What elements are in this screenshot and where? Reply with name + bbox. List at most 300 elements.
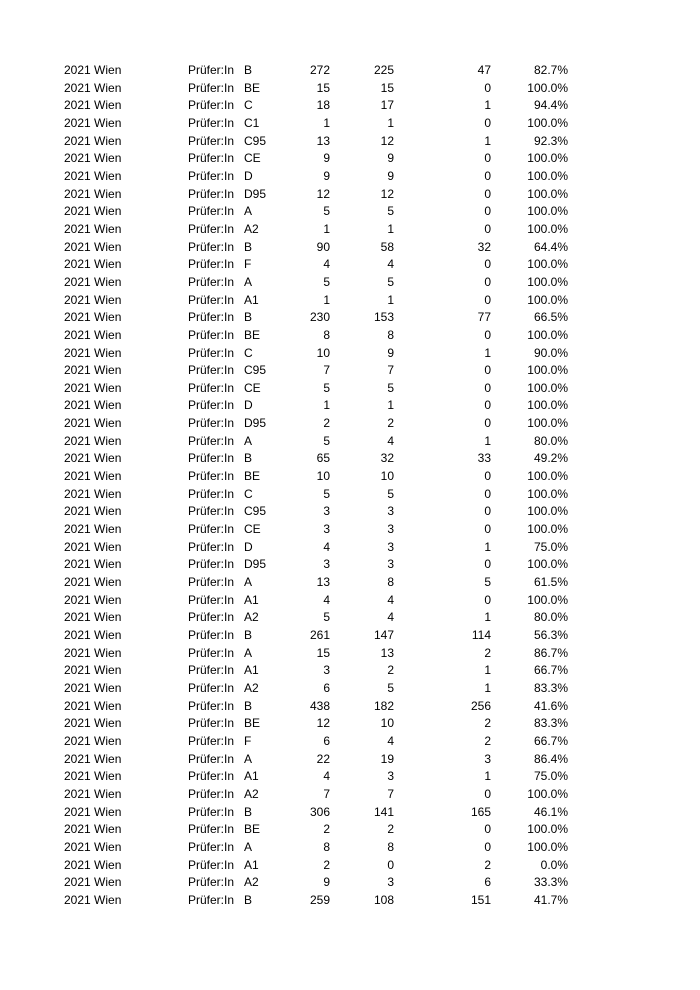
failed-count-cell: 47 [477, 63, 491, 77]
year-cell: 2021 Wien [64, 875, 122, 890]
examiner-cell: Prüfer:In [188, 168, 235, 183]
year-cell: 2021 Wien [64, 645, 122, 660]
total-count-cell: 9 [323, 875, 330, 890]
passed-count-cell: 7 [387, 786, 394, 801]
failed-count-cell: 0 [484, 469, 491, 484]
year-cell: 2021 Wien [64, 292, 122, 307]
total-count-cell: 272 [309, 63, 330, 77]
failed-count-cell: 2 [484, 733, 491, 748]
total-count-cell: 18 [316, 98, 330, 113]
year-cell: 2021 Wien [64, 239, 122, 254]
table-row [0, 239, 700, 257]
total-count-cell: 306 [309, 804, 330, 819]
failed-count-cell: 0 [484, 839, 491, 854]
license-class-cell: C [244, 98, 253, 113]
examiner-cell: Prüfer:In [188, 433, 235, 448]
year-cell: 2021 Wien [64, 822, 122, 837]
failed-count-cell: 0 [484, 592, 491, 607]
year-cell: 2021 Wien [64, 680, 122, 695]
pass-rate-cell: 100.0% [527, 398, 568, 413]
license-class-cell: BE [244, 469, 261, 484]
total-count-cell: 7 [323, 363, 330, 378]
pass-rate-cell: 0.0% [540, 857, 568, 872]
license-class-cell: C95 [244, 363, 267, 378]
pass-rate-cell: 100.0% [527, 257, 568, 272]
pass-rate-cell: 100.0% [527, 363, 568, 378]
license-class-cell: D [244, 539, 253, 554]
failed-count-cell: 2 [484, 645, 491, 660]
pass-rate-cell: 92.3% [533, 133, 568, 148]
table-row [0, 415, 700, 433]
table-row [0, 857, 700, 875]
year-cell: 2021 Wien [64, 327, 122, 342]
total-count-cell: 4 [323, 257, 330, 272]
pass-rate-cell: 80.0% [533, 433, 568, 448]
license-class-cell: A [244, 751, 253, 766]
passed-count-cell: 182 [373, 698, 394, 713]
total-count-cell: 438 [309, 698, 330, 713]
examiner-cell: Prüfer:In [188, 786, 235, 801]
examiner-cell: Prüfer:In [188, 63, 235, 77]
examiner-cell: Prüfer:In [188, 469, 235, 484]
license-class-cell: B [244, 451, 253, 466]
license-class-cell: A1 [244, 663, 259, 678]
passed-count-cell: 225 [373, 63, 394, 77]
total-count-cell: 13 [316, 133, 330, 148]
passed-count-cell: 15 [380, 80, 394, 95]
failed-count-cell: 0 [484, 292, 491, 307]
year-cell: 2021 Wien [64, 345, 122, 360]
examiner-cell: Prüfer:In [188, 663, 235, 678]
pass-rate-cell: 33.3% [533, 875, 568, 890]
table-row [0, 345, 700, 363]
failed-count-cell: 0 [484, 80, 491, 95]
failed-count-cell: 3 [484, 751, 491, 766]
examiner-cell: Prüfer:In [188, 575, 235, 590]
pass-rate-cell: 100.0% [527, 522, 568, 537]
failed-count-cell: 151 [470, 892, 491, 907]
examiner-cell: Prüfer:In [188, 892, 235, 907]
license-class-cell: BE [244, 822, 261, 837]
total-count-cell: 5 [323, 380, 330, 395]
examiner-cell: Prüfer:In [188, 133, 235, 148]
examiner-cell: Prüfer:In [188, 698, 235, 713]
year-cell: 2021 Wien [64, 433, 122, 448]
table-row [0, 256, 700, 274]
examiner-cell: Prüfer:In [188, 628, 235, 642]
passed-count-cell: 4 [387, 257, 394, 272]
year-cell: 2021 Wien [64, 398, 122, 413]
year-cell: 2021 Wien [64, 168, 122, 183]
failed-count-cell: 0 [484, 186, 491, 201]
total-count-cell: 4 [323, 592, 330, 607]
table-row [0, 627, 700, 645]
license-class-cell: CE [244, 151, 261, 166]
passed-count-cell: 10 [380, 716, 394, 731]
pass-rate-cell: 100.0% [527, 168, 568, 183]
year-cell: 2021 Wien [64, 857, 122, 872]
examiner-cell: Prüfer:In [188, 363, 235, 378]
year-cell: 2021 Wien [64, 151, 122, 166]
year-cell: 2021 Wien [64, 610, 122, 625]
total-count-cell: 3 [323, 504, 330, 519]
failed-count-cell: 0 [484, 204, 491, 219]
year-cell: 2021 Wien [64, 786, 122, 801]
pass-rate-cell: 49.2% [533, 451, 568, 466]
examiner-cell: Prüfer:In [188, 645, 235, 660]
year-cell: 2021 Wien [64, 63, 122, 77]
passed-count-cell: 9 [387, 345, 394, 360]
total-count-cell: 2 [323, 857, 330, 872]
year-cell: 2021 Wien [64, 451, 122, 466]
passed-count-cell: 32 [380, 451, 394, 466]
passed-count-cell: 1 [387, 115, 394, 130]
total-count-cell: 12 [316, 186, 330, 201]
table-row [0, 556, 700, 574]
total-count-cell: 65 [316, 451, 330, 466]
table-row [0, 433, 700, 451]
license-class-cell: B [244, 63, 253, 77]
table-row [0, 751, 700, 769]
license-class-cell: D95 [244, 186, 267, 201]
year-cell: 2021 Wien [64, 133, 122, 148]
total-count-cell: 2 [323, 416, 330, 431]
total-count-cell: 22 [316, 751, 330, 766]
table-row [0, 733, 700, 751]
year-cell: 2021 Wien [64, 839, 122, 854]
pass-rate-cell: 100.0% [527, 204, 568, 219]
license-class-cell: B [244, 628, 253, 642]
failed-count-cell: 1 [484, 433, 491, 448]
passed-count-cell: 141 [373, 804, 394, 819]
passed-count-cell: 5 [387, 486, 394, 501]
passed-count-cell: 8 [387, 575, 394, 590]
table-row [0, 715, 700, 733]
examiner-cell: Prüfer:In [188, 274, 235, 289]
license-class-cell: C95 [244, 504, 267, 519]
passed-count-cell: 1 [387, 398, 394, 413]
year-cell: 2021 Wien [64, 257, 122, 272]
total-count-cell: 8 [323, 327, 330, 342]
passed-count-cell: 9 [387, 151, 394, 166]
license-class-cell: BE [244, 327, 261, 342]
year-cell: 2021 Wien [64, 115, 122, 130]
license-class-cell: B [244, 239, 253, 254]
failed-count-cell: 0 [484, 257, 491, 272]
examiner-cell: Prüfer:In [188, 610, 235, 625]
failed-count-cell: 165 [470, 804, 491, 819]
year-cell: 2021 Wien [64, 98, 122, 113]
year-cell: 2021 Wien [64, 716, 122, 731]
table-row [0, 609, 700, 627]
failed-count-cell: 0 [484, 557, 491, 572]
table-row [0, 133, 700, 151]
pass-rate-cell: 100.0% [527, 592, 568, 607]
year-cell: 2021 Wien [64, 186, 122, 201]
failed-count-cell: 6 [484, 875, 491, 890]
total-count-cell: 9 [323, 151, 330, 166]
failed-count-cell: 1 [484, 663, 491, 678]
year-cell: 2021 Wien [64, 221, 122, 236]
table-row [0, 115, 700, 133]
table-row [0, 768, 700, 786]
passed-count-cell: 4 [387, 592, 394, 607]
passed-count-cell: 3 [387, 557, 394, 572]
passed-count-cell: 13 [380, 645, 394, 660]
examiner-cell: Prüfer:In [188, 733, 235, 748]
pass-rate-cell: 61.5% [533, 575, 568, 590]
failed-count-cell: 0 [484, 822, 491, 837]
failed-count-cell: 1 [484, 133, 491, 148]
examiner-cell: Prüfer:In [188, 380, 235, 395]
license-class-cell: C95 [244, 133, 267, 148]
passed-count-cell: 4 [387, 733, 394, 748]
pass-rate-cell: 64.4% [533, 239, 568, 254]
failed-count-cell: 0 [484, 416, 491, 431]
examiner-cell: Prüfer:In [188, 539, 235, 554]
pass-rate-cell: 75.0% [533, 539, 568, 554]
pass-rate-cell: 90.0% [533, 345, 568, 360]
pass-rate-cell: 41.7% [533, 892, 568, 907]
passed-count-cell: 1 [387, 221, 394, 236]
table-row [0, 292, 700, 310]
year-cell: 2021 Wien [64, 80, 122, 95]
total-count-cell: 5 [323, 274, 330, 289]
table-row [0, 186, 700, 204]
table-row [0, 592, 700, 610]
table-row [0, 62, 700, 80]
failed-count-cell: 33 [477, 451, 491, 466]
license-class-cell: B [244, 698, 253, 713]
total-count-cell: 13 [316, 575, 330, 590]
license-class-cell: A1 [244, 292, 259, 307]
pass-rate-cell: 100.0% [527, 380, 568, 395]
failed-count-cell: 0 [484, 486, 491, 501]
failed-count-cell: 0 [484, 115, 491, 130]
pass-rate-cell: 80.0% [533, 610, 568, 625]
license-class-cell: A2 [244, 610, 259, 625]
pass-rate-cell: 82.7% [533, 63, 568, 77]
passed-count-cell: 12 [380, 133, 394, 148]
table-row [0, 168, 700, 186]
examiner-cell: Prüfer:In [188, 115, 235, 130]
pass-rate-cell: 100.0% [527, 221, 568, 236]
passed-count-cell: 17 [380, 98, 394, 113]
table-row [0, 274, 700, 292]
license-class-cell: A2 [244, 875, 259, 890]
failed-count-cell: 0 [484, 522, 491, 537]
license-class-cell: C [244, 486, 253, 501]
table-row [0, 574, 700, 592]
passed-count-cell: 3 [387, 522, 394, 537]
license-class-cell: D95 [244, 416, 267, 431]
license-class-cell: A [244, 204, 253, 219]
passed-count-cell: 10 [380, 469, 394, 484]
table-row [0, 362, 700, 380]
pass-rate-cell: 56.3% [533, 628, 568, 642]
examiner-cell: Prüfer:In [188, 857, 235, 872]
passed-count-cell: 147 [373, 628, 394, 642]
failed-count-cell: 114 [471, 628, 491, 642]
license-class-cell: D [244, 168, 253, 183]
examiner-cell: Prüfer:In [188, 80, 235, 95]
table-row [0, 221, 700, 239]
passed-count-cell: 8 [387, 327, 394, 342]
table-row [0, 80, 700, 98]
table-row [0, 645, 700, 663]
total-count-cell: 15 [316, 645, 330, 660]
examiner-cell: Prüfer:In [188, 875, 235, 890]
year-cell: 2021 Wien [64, 892, 122, 907]
passed-count-cell: 1 [387, 292, 394, 307]
failed-count-cell: 5 [484, 575, 491, 590]
failed-count-cell: 1 [484, 539, 491, 554]
passed-count-cell: 5 [387, 204, 394, 219]
license-class-cell: BE [244, 716, 261, 731]
pass-rate-cell: 100.0% [527, 292, 568, 307]
examiner-cell: Prüfer:In [188, 98, 235, 113]
license-class-cell: A [244, 645, 253, 660]
pass-rate-cell: 41.6% [533, 698, 568, 713]
year-cell: 2021 Wien [64, 274, 122, 289]
examiner-cell: Prüfer:In [188, 557, 235, 572]
license-class-cell: A1 [244, 592, 259, 607]
passed-count-cell: 2 [387, 663, 394, 678]
total-count-cell: 6 [323, 733, 330, 748]
license-class-cell: CE [244, 380, 261, 395]
passed-count-cell: 3 [387, 539, 394, 554]
passed-count-cell: 8 [387, 839, 394, 854]
failed-count-cell: 0 [484, 786, 491, 801]
total-count-cell: 4 [323, 539, 330, 554]
examiner-cell: Prüfer:In [188, 680, 235, 695]
pass-rate-cell: 100.0% [527, 274, 568, 289]
table-row [0, 203, 700, 221]
passed-count-cell: 3 [387, 875, 394, 890]
passed-count-cell: 108 [373, 892, 394, 907]
table-row [0, 698, 700, 716]
total-count-cell: 10 [316, 469, 330, 484]
total-count-cell: 3 [323, 522, 330, 537]
year-cell: 2021 Wien [64, 663, 122, 678]
passed-count-cell: 153 [373, 310, 394, 325]
table-row [0, 874, 700, 892]
year-cell: 2021 Wien [64, 539, 122, 554]
pass-rate-cell: 100.0% [527, 839, 568, 854]
passed-count-cell: 4 [387, 610, 394, 625]
year-cell: 2021 Wien [64, 416, 122, 431]
pass-rate-cell: 100.0% [527, 469, 568, 484]
year-cell: 2021 Wien [64, 698, 122, 713]
license-class-cell: A2 [244, 680, 259, 695]
table-row [0, 486, 700, 504]
examiner-cell: Prüfer:In [188, 292, 235, 307]
total-count-cell: 1 [323, 221, 330, 236]
failed-count-cell: 2 [484, 857, 491, 872]
pass-rate-cell: 83.3% [533, 680, 568, 695]
total-count-cell: 10 [316, 345, 330, 360]
total-count-cell: 1 [323, 115, 330, 130]
total-count-cell: 261 [309, 628, 330, 642]
examiner-cell: Prüfer:In [188, 398, 235, 413]
failed-count-cell: 0 [484, 274, 491, 289]
failed-count-cell: 0 [484, 151, 491, 166]
table-row [0, 821, 700, 839]
passed-count-cell: 0 [387, 857, 394, 872]
pass-rate-cell: 100.0% [527, 151, 568, 166]
table-row [0, 680, 700, 698]
license-class-cell: A2 [244, 786, 259, 801]
passed-count-cell: 7 [387, 363, 394, 378]
total-count-cell: 230 [309, 310, 330, 325]
pass-rate-cell: 46.1% [533, 804, 568, 819]
table-row [0, 450, 700, 468]
examiner-cell: Prüfer:In [188, 751, 235, 766]
license-class-cell: F [244, 257, 252, 272]
examiner-cell: Prüfer:In [188, 416, 235, 431]
total-count-cell: 4 [323, 769, 330, 784]
failed-count-cell: 32 [477, 239, 491, 254]
year-cell: 2021 Wien [64, 486, 122, 501]
passed-count-cell: 12 [380, 186, 394, 201]
year-cell: 2021 Wien [64, 522, 122, 537]
passed-count-cell: 3 [387, 769, 394, 784]
year-cell: 2021 Wien [64, 628, 122, 642]
examiner-cell: Prüfer:In [188, 504, 235, 519]
failed-count-cell: 0 [484, 168, 491, 183]
license-class-cell: D95 [244, 557, 267, 572]
license-class-cell: F [244, 733, 252, 748]
table-row [0, 468, 700, 486]
year-cell: 2021 Wien [64, 592, 122, 607]
total-count-cell: 15 [316, 80, 330, 95]
examiner-cell: Prüfer:In [188, 486, 235, 501]
pass-rate-cell: 100.0% [527, 486, 568, 501]
year-cell: 2021 Wien [64, 504, 122, 519]
license-class-cell: A2 [244, 221, 259, 236]
table-row [0, 150, 700, 168]
failed-count-cell: 1 [484, 345, 491, 360]
total-count-cell: 5 [323, 433, 330, 448]
table-row [0, 503, 700, 521]
total-count-cell: 1 [323, 292, 330, 307]
pass-rate-cell: 66.7% [533, 663, 568, 678]
data-table [0, 62, 700, 910]
table-row [0, 786, 700, 804]
pass-rate-cell: 100.0% [527, 186, 568, 201]
total-count-cell: 12 [316, 716, 330, 731]
failed-count-cell: 0 [484, 504, 491, 519]
total-count-cell: 3 [323, 663, 330, 678]
passed-count-cell: 5 [387, 380, 394, 395]
table-row [0, 97, 700, 115]
year-cell: 2021 Wien [64, 363, 122, 378]
year-cell: 2021 Wien [64, 310, 122, 325]
license-class-cell: B [244, 310, 253, 325]
table-row [0, 380, 700, 398]
examiner-cell: Prüfer:In [188, 804, 235, 819]
failed-count-cell: 2 [484, 716, 491, 731]
year-cell: 2021 Wien [64, 733, 122, 748]
total-count-cell: 5 [323, 610, 330, 625]
license-class-cell: A [244, 274, 253, 289]
failed-count-cell: 0 [484, 398, 491, 413]
license-class-cell: C1 [244, 115, 260, 130]
examiner-cell: Prüfer:In [188, 839, 235, 854]
total-count-cell: 6 [323, 680, 330, 695]
examiner-cell: Prüfer:In [188, 345, 235, 360]
failed-count-cell: 0 [484, 363, 491, 378]
